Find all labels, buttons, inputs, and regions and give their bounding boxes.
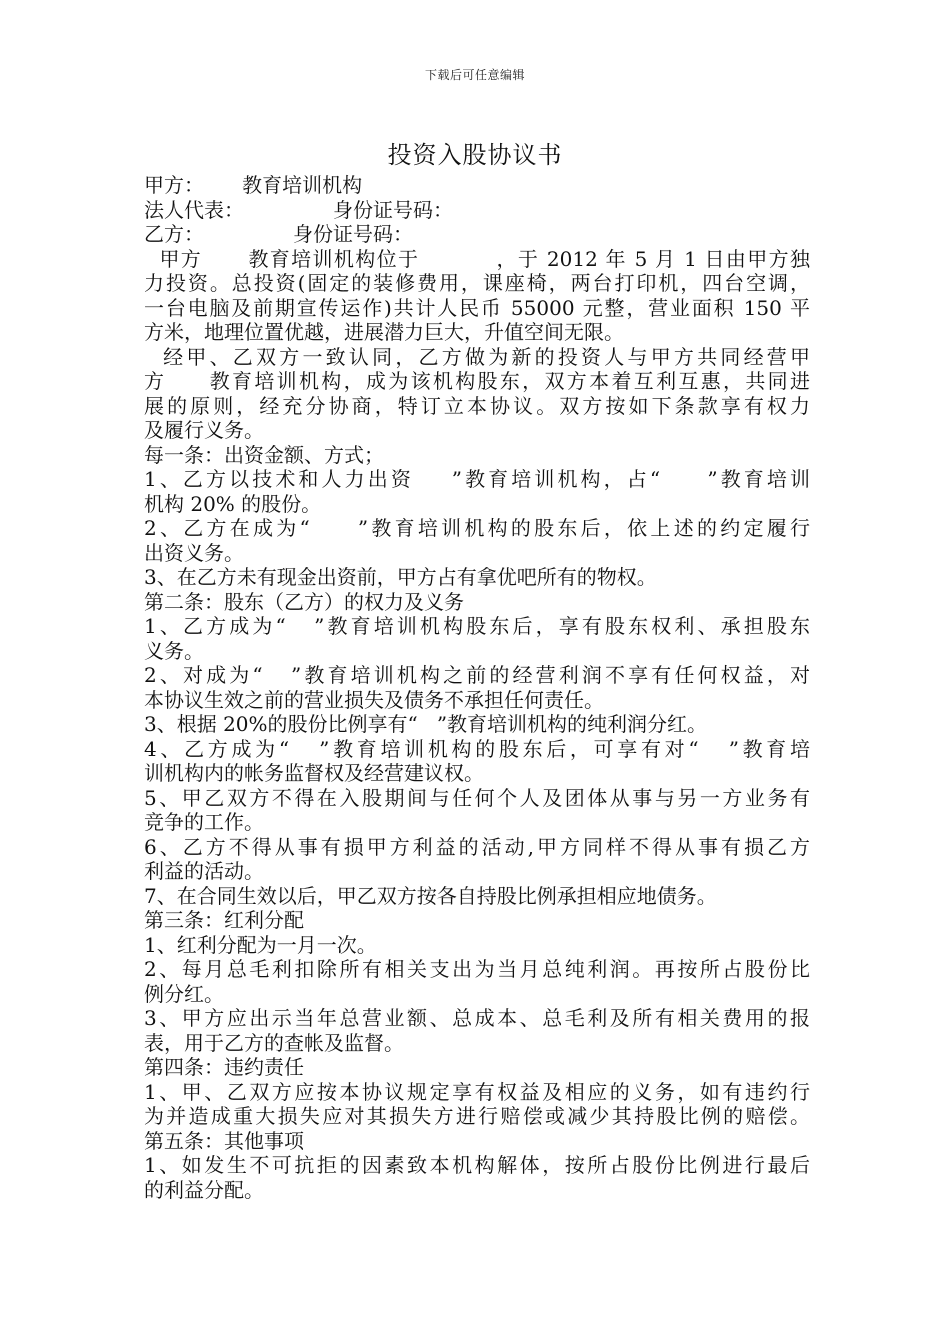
text-line: 及履行义务。: [144, 418, 264, 442]
text-line: 5、甲乙双方不得在入股期间与任何个人及团体从事与另一方业务有: [144, 785, 810, 810]
text-line: 展的原则，经充分协商，特订立本协议。双方按如下条款享有权力: [144, 393, 810, 418]
text-line: 的利益分配。: [144, 1177, 264, 1202]
text-line: 2、每月总毛利扣除所有相关支出为当月总纯利润。再按所占股份比: [144, 957, 810, 981]
text-line: 2、对成为“ ”教育培训机构之前的经营利润不享有任何权益，对: [144, 663, 810, 687]
text-line: 甲方 教育培训机构位于 ，于 2012 年 5 月 1 日由甲方独: [144, 246, 810, 271]
header-note: 下载后可任意编辑: [424, 68, 525, 82]
text-line: 第三条：红利分配: [144, 908, 304, 932]
text-line: 义务。: [144, 638, 204, 663]
text-line: 法人代表： 身份证号码：: [144, 197, 454, 222]
text-line: 方米，地理位置优越，进展潜力巨大，升值空间无限。: [144, 320, 624, 344]
text-line: 1、如发生不可抗拒的因素致本机构解体，按所占股份比例进行最后: [144, 1153, 810, 1177]
text-line: 每一条：出资金额、方式；: [144, 442, 384, 467]
text-line: 利益的活动。: [144, 859, 264, 883]
text-line: 4、乙方成为“ ”教育培训机构的股东后，可享有对“ ”教育培: [144, 736, 810, 761]
text-line: 力投资。总投资(固定的装修费用，课座椅，两台打印机，四台空调，: [144, 271, 810, 295]
text-line: 1、红利分配为一月一次。: [144, 932, 377, 957]
text-line: 6、乙方不得从事有损甲方利益的活动,甲方同样不得从事有损乙方: [144, 834, 810, 859]
text-line: 经甲、乙双方一致认同，乙方做为新的投资人与甲方共同经营甲: [144, 344, 811, 369]
text-line: 出资义务。: [144, 540, 244, 565]
text-line: 1、乙方成为“ ”教育培训机构股东后，享有股东权利、承担股东: [144, 614, 810, 638]
text-line: 第二条：股东（乙方）的权力及义务: [144, 589, 464, 614]
document-title: 投资入股协议书: [387, 141, 563, 169]
text-line: 机构 20% 的股份。: [144, 491, 322, 516]
text-line: 1、甲、乙双方应按本协议规定享有权益及相应的义务，如有违约行: [144, 1079, 810, 1104]
text-line: 甲方： 教育培训机构: [144, 173, 363, 197]
text-line: 一台电脑及前期宣传运作)共计人民币 55000 元整，营业面积 150 平: [144, 295, 810, 320]
text-line: 为并造成重大损失应对其损失方进行赔偿或减少其持股比例的赔偿。: [144, 1104, 810, 1128]
text-line: 7、在合同生效以后，甲乙双方按各自持股比例承担相应地债务。: [144, 883, 717, 908]
text-line: 2、乙方在成为“ ”教育培训机构的股东后，依上述的约定履行: [144, 516, 810, 540]
document-body: [144, 173, 810, 1202]
text-line: 1、乙方以技术和人力出资 ”教育培训机构，占“ ”教育培训: [144, 467, 810, 491]
text-line: 3、在乙方未有现金出资前，甲方占有拿优吧所有的物权。: [144, 565, 657, 589]
text-line: 第五条：其他事项: [144, 1128, 304, 1153]
text-line: 本协议生效之前的营业损失及债务不承担任何责任。: [144, 687, 604, 712]
text-line: 竞争的工作。: [144, 810, 264, 834]
text-line: 乙方： 身份证号码：: [144, 222, 414, 246]
text-line: 第四条：违约责任: [144, 1055, 304, 1079]
text-line: 训机构内的帐务监督权及经营建议权。: [144, 761, 484, 785]
text-line: 例分红。: [144, 981, 224, 1006]
text-line: 3、甲方应出示当年总营业额、总成本、总毛利及所有相关费用的报: [144, 1006, 810, 1030]
text-line: 表，用于乙方的查帐及监督。: [144, 1030, 404, 1055]
text-line: 方 教育培训机构，成为该机构股东，双方本着互利互惠，共同进: [144, 369, 810, 393]
text-line: 3、根据 20%的股份比例享有“ ”教育培训机构的纯利润分红。: [144, 712, 708, 736]
